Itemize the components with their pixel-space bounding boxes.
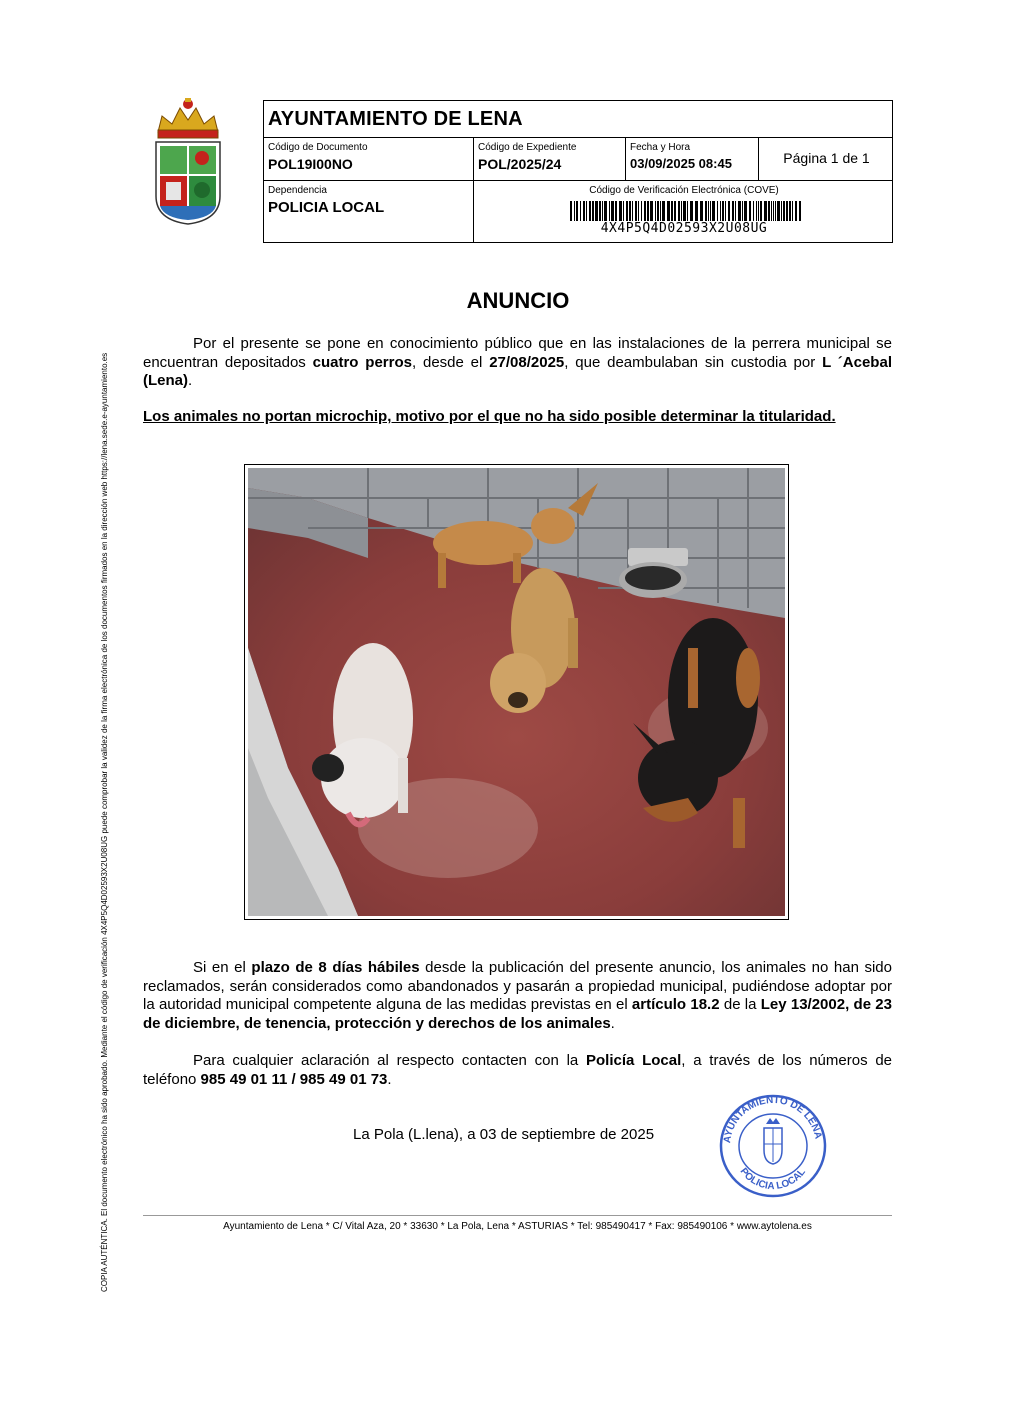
datetime-value: 03/09/2025 08:45 [630,156,732,171]
footer-divider [143,1215,892,1216]
file-code-value: POL/2025/24 [478,156,562,172]
doc-code-label: Código de Documento [268,142,368,153]
document-header-table [263,100,893,243]
page-title: ANUNCIO [466,288,570,313]
dogs-photo [244,464,789,920]
stamp-top-text: AYUNTAMIENTO DE LENA [722,1094,824,1144]
barcode-image [570,201,802,221]
page-number: Página 1 de 1 [783,150,870,166]
deadline-paragraph: Si en el plazo de 8 días hábiles desde la publicación del presente anuncio, los animales no han sido reclamados, serán considerados como abandonados y pasarán a propiedad municipal, pudiéndose adoptar por la autoridad municipal competente alguna de las medidas previstas en el artículo 18.2 de la Ley 13/2002, de 23 de diciembre, de tenencia, protección y derechos de los animales. [143,959,892,1032]
dateline: La Pola (L.lena), a 03 de septiembre de 2025 [353,1126,655,1143]
datetime-label: Fecha y Hora [630,142,691,153]
stamp-bottom-text: POLICIA LOCAL [737,1166,808,1193]
coat-of-arms-logo [148,96,228,228]
svg-text:POLICIA LOCAL [738,1166,808,1192]
contact-paragraph: Para cualquier aclaración al respecto contacten con la Policía Local, a través de los números de teléfono 985 49 01 11 / 985 49 01 73. [143,1052,893,1088]
footer-address: Ayuntamiento de Lena * C/ Vital Aza, 20 * 33630 * La Pola, Lena * ASTURIAS * Tel: 985490417 * Fax: 985490106 * www.aytolena.es [223,1221,812,1232]
doc-code-value: POL19I00NO [268,156,353,172]
intro-paragraph: Por el presente se pone en conocimiento público que en las instalaciones de la perrera municipal se encuentran depositados cuatro perros, desde el 27/08/2025, que deambulaban sin custodia por L ´Acebal (Lena). [143,335,892,389]
cove-code: 4X4P5Q4D02593X2U08UG [600,221,768,236]
side-verification-note: COPIA AUTÉNTICA. El documento electrónico ha sido aprobado. Mediante el código de verificación 4X4P5Q4D02593X2U08UG puede comprobar la validez de la firma electrónica de los documentos firmados en la dirección web https://lena.sede.e-ayuntamiento.es [100,352,109,1292]
department-value: POLICIA LOCAL [268,199,385,216]
file-code-label: Código de Expediente [478,142,577,153]
cove-label: Código de Verificación Electrónica (COVE) [589,185,779,196]
organization-name: AYUNTAMIENTO DE LENA [268,108,523,130]
microchip-notice: Los animales no portan microchip, motivo por el que no ha sido posible determinar la titularidad. [143,408,836,425]
police-stamp [712,1088,834,1200]
department-label: Dependencia [268,185,327,196]
